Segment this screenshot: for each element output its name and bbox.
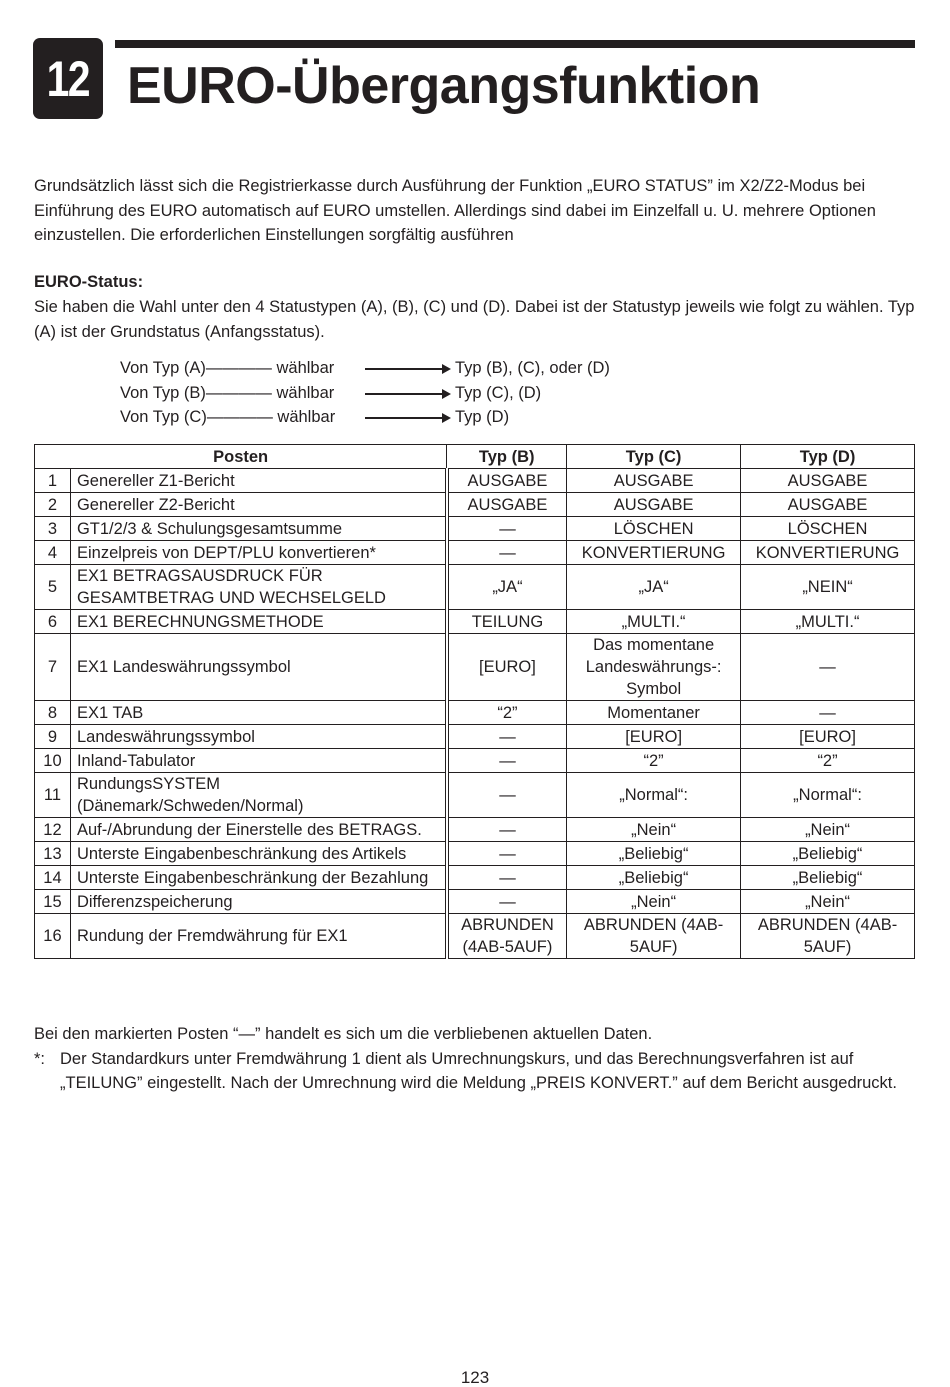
cell-typ-c: „MULTI.“ (567, 610, 741, 634)
cell-typ-b: — (447, 541, 567, 565)
cell-typ-c: [EURO] (567, 725, 741, 749)
row-number: 11 (35, 773, 71, 818)
cell-typ-b: AUSGABE (447, 493, 567, 517)
row-post: Einzelpreis von DEPT/PLU konvertieren* (70, 541, 446, 565)
table-row (35, 890, 915, 914)
cell-typ-d: — (741, 701, 915, 725)
table-row (35, 541, 915, 565)
page-number: 123 (460, 1368, 490, 1387)
arrow-right-icon (365, 368, 449, 370)
cell-typ-c: „Nein“ (567, 890, 741, 914)
cell-typ-d: AUSGABE (741, 469, 915, 493)
cell-typ-c: „Beliebig“ (567, 842, 741, 866)
row-post: Rundung der Fremdwährung für EX1 (70, 914, 446, 959)
row-number: 6 (35, 610, 71, 634)
cell-typ-b: — (447, 725, 567, 749)
cell-typ-c: LÖSCHEN (567, 517, 741, 541)
cell-typ-d: „Normal“: (741, 773, 915, 818)
cell-typ-b: AUSGABE (447, 469, 567, 493)
cell-typ-b: — (447, 890, 567, 914)
cell-typ-d: KONVERTIERUNG (741, 541, 915, 565)
cell-typ-b: — (447, 773, 567, 818)
page-title: EURO-Übergangsfunktion (127, 57, 761, 115)
status-heading: EURO-Status: (34, 273, 144, 291)
cell-typ-c: Momentaner (567, 701, 741, 725)
cell-typ-b: [EURO] (447, 634, 567, 701)
table-row (35, 914, 915, 959)
row-number: 5 (35, 565, 71, 610)
table-row (35, 725, 915, 749)
row-post: Landeswährungssymbol (70, 725, 446, 749)
cell-typ-d: „Beliebig“ (741, 866, 915, 890)
row-number: 10 (35, 749, 71, 773)
row-number: 4 (35, 541, 71, 565)
cell-typ-b: — (447, 749, 567, 773)
arrow-right-icon (365, 393, 449, 395)
row-post: GT1/2/3 & Schulungsgesamtsumme (70, 517, 446, 541)
table-row (35, 493, 915, 517)
flow-to: Typ (B), (C), oder (D) (455, 359, 610, 377)
cell-typ-c: Das momentane Landeswährungs-: Symbol (567, 634, 741, 701)
footnotes (34, 1022, 919, 1096)
table-row (35, 565, 915, 610)
title-rule (115, 40, 915, 48)
cell-typ-b: „JA“ (447, 565, 567, 610)
cell-typ-b: ABRUNDEN (4AB-5AUF) (447, 914, 567, 959)
table-row (35, 818, 915, 842)
cell-typ-d: „MULTI.“ (741, 610, 915, 634)
cell-typ-b: — (447, 842, 567, 866)
table-row (35, 866, 915, 890)
cell-typ-b: “2” (447, 701, 567, 725)
header-typ-d: Typ (D) (741, 445, 915, 469)
row-number: 16 (35, 914, 71, 959)
cell-typ-c: „Nein“ (567, 818, 741, 842)
row-post: EX1 TAB (70, 701, 446, 725)
row-number: 13 (35, 842, 71, 866)
cell-typ-b: — (447, 866, 567, 890)
intro-paragraph: Grundsätzlich lässt sich die Registrierkasse durch Ausführung der Funktion „EURO STATUS” im X2/Z2-Modus bei Einführung des EURO automatisch auf EURO umstellen. Allerdings sind dabei im Einzelfall u. U. mehrere Optionen einzustellen. Die erforderlichen Einstellungen sorgfältig ausführen (34, 177, 876, 244)
row-number: 8 (35, 701, 71, 725)
flow-to: Typ (D) (455, 408, 510, 426)
cell-typ-b: TEILUNG (447, 610, 567, 634)
table-row (35, 469, 915, 493)
cell-typ-d: „NEIN“ (741, 565, 915, 610)
cell-typ-c: „Beliebig“ (567, 866, 741, 890)
row-number: 2 (35, 493, 71, 517)
header-typ-b: Typ (B) (447, 445, 567, 469)
star-note-mark: *: (34, 1049, 46, 1068)
flow-to: Typ (C), (D) (455, 383, 542, 402)
table-row (35, 634, 915, 701)
row-number: 14 (35, 866, 71, 890)
row-post: RundungsSYSTEM (Dänemark/Schweden/Normal) (70, 773, 446, 818)
dash-note: Bei den markierten Posten “—” handelt es sich um die verbliebenen aktuellen Daten. (34, 1025, 653, 1043)
header-typ-c: Typ (C) (567, 445, 741, 469)
header-posten: Posten (35, 445, 447, 469)
row-number: 7 (35, 634, 71, 701)
chapter-number: 12 (46, 50, 90, 107)
flow-from: Von Typ (B)———— wählbar (120, 383, 335, 402)
arrow-right-icon (365, 417, 449, 419)
row-post: Genereller Z2-Bericht (70, 493, 446, 517)
cell-typ-d: ABRUNDEN (4AB-5AUF) (741, 914, 915, 959)
row-post: Unterste Eingabenbeschränkung des Artikels (70, 842, 446, 866)
cell-typ-d: „Nein“ (741, 818, 915, 842)
cell-typ-c: “2” (567, 749, 741, 773)
row-post: Auf-/Abrundung der Einerstelle des BETRAGS. (70, 818, 446, 842)
cell-typ-d: „Nein“ (741, 890, 915, 914)
flow-from: Von Typ (A)———— wählbar (120, 359, 335, 377)
table-row (35, 517, 915, 541)
cell-typ-b: — (447, 517, 567, 541)
star-note-text: Der Standardkurs unter Fremdwährung 1 dient als Umrechnungskurs, und das Berechnungsverfahren ist auf „TEILUNG” eingestellt. Nach der Umrechnung wird die Meldung „PREIS KONVERT.” auf dem Bericht ausgedruckt. (60, 1049, 897, 1092)
cell-typ-c: „Normal“: (567, 773, 741, 818)
chapter-number-badge (33, 38, 103, 119)
row-post: Unterste Eingabenbeschränkung der Bezahlung (70, 866, 446, 890)
star-note (34, 1047, 919, 1096)
cell-typ-c: ABRUNDEN (4AB-5AUF) (567, 914, 741, 959)
row-number: 9 (35, 725, 71, 749)
row-number: 1 (35, 469, 71, 493)
row-number: 3 (35, 517, 71, 541)
cell-typ-d: [EURO] (741, 725, 915, 749)
status-paragraph: Sie haben die Wahl unter den 4 Statustypen (A), (B), (C) und (D). Dabei ist der Statustyp jeweils wie folgt zu wählen. Typ (A) ist der Grundstatus (Anfangsstatus). (34, 298, 915, 341)
row-post: Differenzspeicherung (70, 890, 446, 914)
row-post: EX1 Landeswährungssymbol (70, 634, 446, 701)
table-header-row (35, 445, 915, 469)
cell-typ-d: “2” (741, 749, 915, 773)
row-number: 15 (35, 890, 71, 914)
status-table (34, 444, 915, 959)
row-post: EX1 BERECHNUNGSMETHODE (70, 610, 446, 634)
cell-typ-d: AUSGABE (741, 493, 915, 517)
row-post: Inland-Tabulator (70, 749, 446, 773)
cell-typ-c: „JA“ (567, 565, 741, 610)
flow-from: Von Typ (C)———— wählbar (120, 408, 336, 426)
table-row (35, 773, 915, 818)
cell-typ-b: — (447, 818, 567, 842)
cell-typ-d: „Beliebig“ (741, 842, 915, 866)
row-post: EX1 BETRAGSAUSDRUCK FÜR GESAMTBETRAG UND WECHSELGELD (70, 565, 446, 610)
table-row (35, 701, 915, 725)
table-row (35, 749, 915, 773)
cell-typ-c: AUSGABE (567, 469, 741, 493)
row-number: 12 (35, 818, 71, 842)
cell-typ-d: LÖSCHEN (741, 517, 915, 541)
cell-typ-c: KONVERTIERUNG (567, 541, 741, 565)
cell-typ-d: — (741, 634, 915, 701)
table-row (35, 610, 915, 634)
row-post: Genereller Z1-Bericht (70, 469, 446, 493)
cell-typ-c: AUSGABE (567, 493, 741, 517)
table-row (35, 842, 915, 866)
